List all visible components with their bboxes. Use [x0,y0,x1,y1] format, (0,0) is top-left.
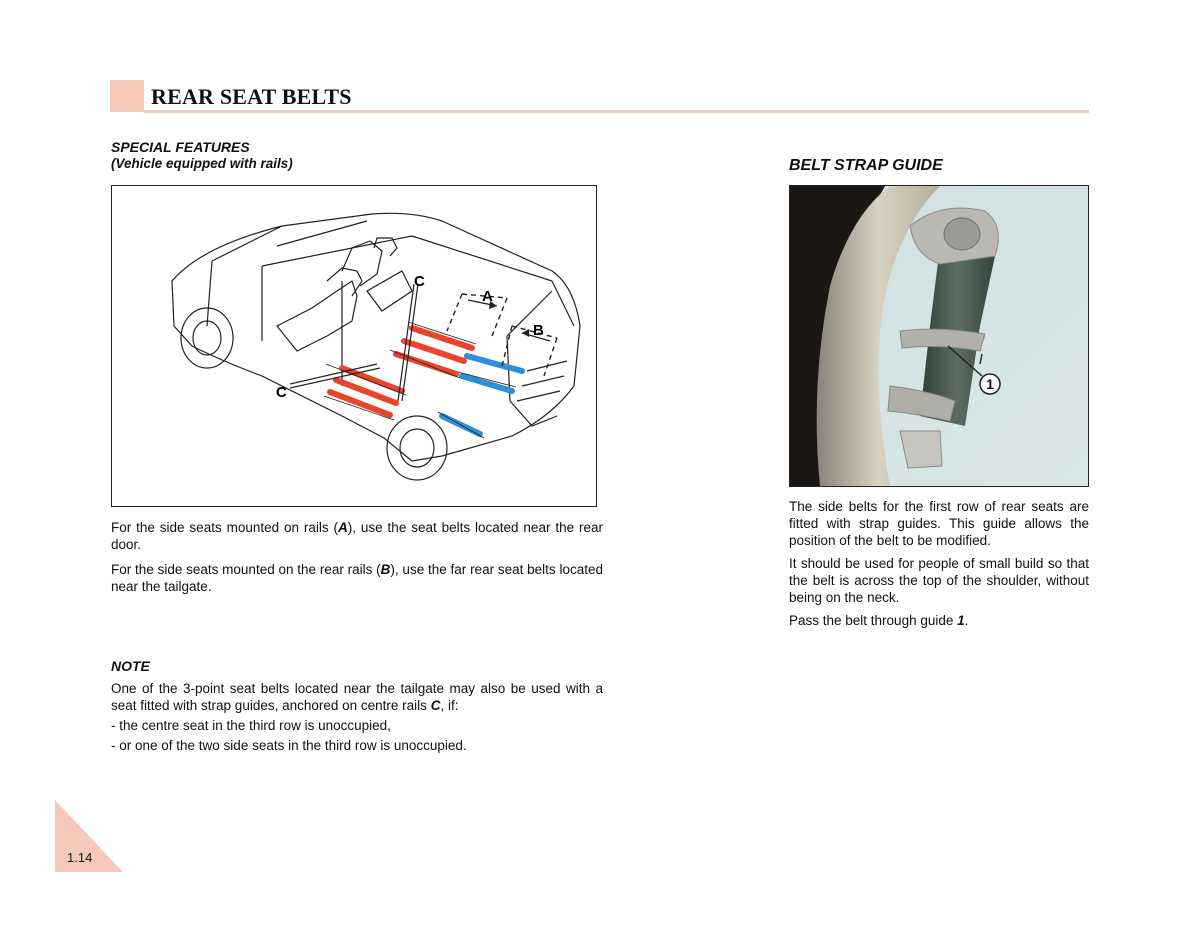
special-features-subtitle: (Vehicle equipped with rails) [111,156,293,171]
rails-a-paragraph: For the side seats mounted on rails (A), use the seat belts located near the rear door. [111,520,603,552]
label-c-bottom: C [276,384,287,401]
photo-label-1: 1 [986,376,994,392]
note-item-1: - the centre seat in the third row is unoccupied, [111,718,391,733]
label-c-top: C [414,273,425,290]
strap-guide-paragraph-1: The side belts for the first row of rear seats are fitted with strap guides. This guide allows the position of the belt to be modified. [789,499,1089,548]
page-title: REAR SEAT BELTS [151,84,352,109]
label-b: B [533,322,544,339]
strap-guide-photo [789,185,1089,487]
special-features-title: SPECIAL FEATURES [111,139,250,155]
page-number: 1.14 [67,850,93,865]
note-item-2: - or one of the two side seats in the third row is unoccupied. [111,738,467,753]
label-a: A [482,288,493,305]
strap-guide-illustration [790,186,1088,486]
vehicle-rails-illustration [112,186,596,506]
note-body: One of the 3-point seat belts located near the tailgate may also be used with a seat fitted with strap guides, anchored on centre rails C, if: [111,681,603,713]
header-accent-block [110,80,144,112]
note-title: NOTE [111,658,150,674]
vehicle-rails-diagram [111,185,597,507]
strap-guide-paragraph-2: It should be used for people of small build so that the belt is across the top of the shoulder, without being on the neck. [789,556,1089,605]
header-rule [144,110,1089,113]
rails-b-paragraph: For the side seats mounted on the rear rails (B), use the far rear seat belts located near the tailgate. [111,562,603,594]
strap-guide-paragraph-3: Pass the belt through guide 1. [789,613,969,628]
belt-strap-guide-title: BELT STRAP GUIDE [789,157,943,174]
